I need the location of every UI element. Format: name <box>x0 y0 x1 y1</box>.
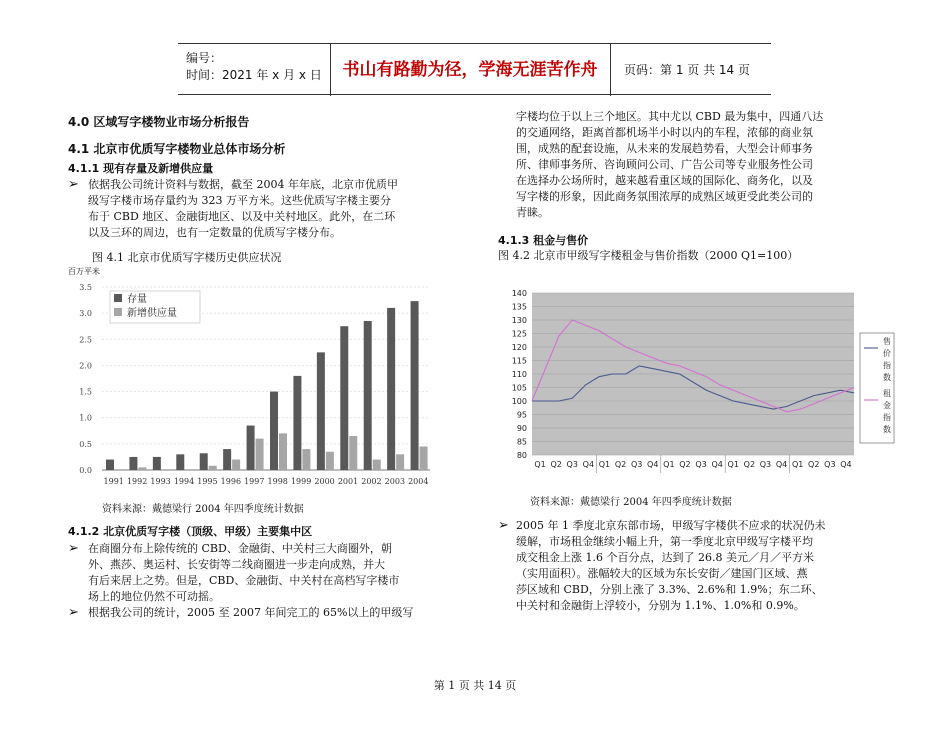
x-tick-label: Q3 <box>566 460 578 469</box>
header-motto: 书山有路勤为径，学海无涯苦作舟 <box>342 60 598 80</box>
bar-new-supply <box>326 452 334 470</box>
text-line: 依据我公司统计资料与数据，截至 2004 年年底，北京市优质甲 <box>88 178 398 191</box>
bar-stock <box>223 449 231 470</box>
legend-swatch <box>114 294 122 302</box>
x-tick-label: Q4 <box>711 460 723 469</box>
x-tick-label: 2003 <box>384 477 406 486</box>
figure-2-caption: 图 4.2 北京市甲级写字楼租金与售价指数（2000 Q1=100） <box>498 249 799 262</box>
legend-label: 新增供应量 <box>127 308 177 319</box>
bar-stock <box>317 352 325 470</box>
x-tick-label: Q4 <box>647 460 659 469</box>
bar-new-supply <box>396 454 404 470</box>
legend-label-char: 指 <box>883 361 891 370</box>
text-line: 2005 年 1 季度北京东部市场，甲级写字楼供不应求的状况仍未 <box>516 519 826 532</box>
bar-stock <box>411 301 419 470</box>
y-tick-label: 1.0 <box>79 413 92 423</box>
x-tick-label: 1998 <box>267 477 288 486</box>
bar-chart <box>60 265 440 495</box>
paragraph-supply <box>88 177 453 241</box>
legend-swatch <box>114 308 122 316</box>
x-tick-label: 1994 <box>173 477 195 486</box>
text-line: 在选择办公场所时，越来越看重区域的国际化、商务化，以及 <box>516 174 813 187</box>
section-4-1-2-heading: 4.1.2 北京优质写字楼（顶级、甲级）主要集中区 <box>68 525 313 538</box>
y-tick-label: 90 <box>516 424 527 433</box>
paragraph-rent-q1 <box>516 518 880 614</box>
bar-new-supply <box>209 466 217 470</box>
text-line: 的交通网络，距离首都机场半小时以内的车程，浓郁的商业氛 <box>516 126 813 139</box>
y-tick-label: 2.5 <box>79 335 92 345</box>
figure-1-source: 资料来源：戴德梁行 2004 年四季度统计数据 <box>102 504 304 515</box>
legend-label-char: 数 <box>883 373 891 382</box>
header-page-info: 页码：第 1 页 共 14 页 <box>624 63 750 77</box>
bar-stock <box>293 376 301 470</box>
figure-1-caption: 图 4.1 北京市优质写字楼历史供应状况 <box>92 251 282 264</box>
x-tick-label: 1996 <box>220 477 242 486</box>
bar-new-supply <box>138 467 146 470</box>
y-tick-label: 3.5 <box>79 283 92 292</box>
y-tick-label: 100 <box>511 397 527 406</box>
x-tick-label: Q4 <box>775 460 788 469</box>
y-tick-label: 1.5 <box>79 387 92 397</box>
y-tick-label: 0.5 <box>79 439 92 449</box>
bar-new-supply <box>349 436 357 470</box>
chart-price-rent-index <box>498 280 898 475</box>
legend-label-char: 价 <box>883 349 891 358</box>
y-tick-label: 125 <box>511 329 527 339</box>
text-line: （实用面积）。涨幅较大的区域为东长安街／建国门区域、燕 <box>516 567 808 580</box>
y-tick-label: 0.0 <box>79 466 92 475</box>
text-line: 写字楼的形象，因此商务氛围浓厚的成熟区域更受此类公司的 <box>516 190 813 203</box>
x-tick-label: 1995 <box>197 477 218 486</box>
x-tick-label: Q3 <box>695 460 707 469</box>
x-tick-label: Q3 <box>824 460 836 469</box>
header-divider <box>610 44 611 96</box>
bar-new-supply <box>279 433 287 470</box>
bar-stock <box>129 457 137 470</box>
text-line: 以及三环的周边，也有一定数量的优质写字楼分布。 <box>88 226 341 239</box>
y-tick-label: 2.0 <box>79 361 92 371</box>
page-footer: 第 1 页 共 14 页 <box>433 679 517 692</box>
text-line: 字楼均位于以上三个地区。其中尤以 CBD 最为集中，四通八达 <box>516 110 824 123</box>
paragraph-districts <box>88 541 453 605</box>
x-tick-label: 2001 <box>337 477 359 486</box>
bullet-arrow-icon: ➢ <box>68 177 79 192</box>
text-line: 级写字楼市场存量约为 323 万平方米。这些优质写字楼主要分 <box>88 194 391 207</box>
text-line: 围，成熟的配套设施，从未来的发展趋势看，大型会计师事务 <box>516 142 813 155</box>
bar-stock <box>270 392 278 470</box>
bar-stock <box>340 326 348 470</box>
bar-new-supply <box>302 449 310 470</box>
report-title: 4.0 区域写字楼物业市场分析报告 <box>68 115 250 129</box>
line-chart <box>498 280 898 475</box>
y-tick-label: 85 <box>516 437 527 447</box>
y-tick-label: 105 <box>511 383 527 393</box>
text-line: 成交租金上涨 1.6 个百分点，达到了 26.8 美元／月／平方米 <box>516 551 814 564</box>
x-tick-label: Q3 <box>759 460 772 469</box>
bar-new-supply <box>373 460 381 470</box>
text-line: 有后来居上之势。但是，CBD、金融街、中关村在高档写字楼市 <box>88 574 400 587</box>
chart-supply-history <box>60 265 440 495</box>
x-tick-label: 1993 <box>150 477 171 486</box>
section-4-1-1-heading: 4.1.1 现有存量及新增供应量 <box>68 162 214 175</box>
x-tick-label: Q2 <box>743 460 756 469</box>
header-meta <box>186 50 322 84</box>
x-tick-label: Q1 <box>663 460 675 469</box>
y-tick-label: 115 <box>511 356 527 366</box>
y-tick-label: 120 <box>511 343 527 352</box>
paragraph-completion: 根据我公司的统计，2005 至 2007 年间完工的 65%以上的甲级写 <box>88 606 414 619</box>
x-tick-label: Q2 <box>679 460 691 469</box>
section-4-1-heading: 4.1 北京市优质写字楼物业总体市场分析 <box>68 142 286 156</box>
y-tick-label: 110 <box>511 370 527 379</box>
legend-label-char: 售 <box>883 337 891 346</box>
x-tick-label: 1991 <box>103 477 124 486</box>
text-line: 缓解，市场租金继续小幅上升，第一季度北京甲级写字楼平均 <box>516 535 813 548</box>
bar-stock <box>247 426 255 470</box>
y-tick-label: 80 <box>516 451 527 460</box>
legend-label: 存量 <box>127 294 147 305</box>
legend-label-char: 数 <box>883 425 891 434</box>
legend-label-char: 金 <box>883 401 891 410</box>
y-tick-label: 130 <box>511 316 527 325</box>
bar-stock <box>153 457 161 470</box>
x-tick-label: 1997 <box>244 477 265 486</box>
text-line: 莎区域和 CBD，分别上涨了 3.3%、2.6%和 1.9%；东二环、 <box>516 583 823 596</box>
x-tick-label: Q3 <box>630 460 643 469</box>
section-4-1-3-heading: 4.1.3 租金与售价 <box>498 234 589 247</box>
x-tick-label: Q2 <box>808 460 820 469</box>
bar-stock <box>387 308 395 470</box>
y-tick-label: 135 <box>511 302 527 312</box>
bar-stock <box>106 460 114 470</box>
x-tick-label: Q2 <box>550 460 562 469</box>
x-tick-label: Q1 <box>534 460 546 469</box>
x-tick-label: Q4 <box>582 460 595 469</box>
y-tick-label: 140 <box>511 289 527 298</box>
text-line: 外、燕莎、奥运村、长安街等二线商圈进一步走向成熟，并大 <box>88 558 385 571</box>
x-tick-label: 1992 <box>126 477 148 486</box>
bar-stock <box>176 454 184 470</box>
time-label: 时间：2021 年 x 月 x 日 <box>186 68 322 82</box>
page-header <box>178 43 771 95</box>
bullet-arrow-icon: ➢ <box>68 605 79 620</box>
bullet-arrow-icon: ➢ <box>68 541 79 556</box>
text-line: 场上的地位仍然不可动摇。 <box>88 590 220 603</box>
x-tick-label: Q1 <box>727 460 739 469</box>
text-line: 在商圈分布上除传统的 CBD、金融街、中关村三大商圈外，朝 <box>88 542 392 555</box>
y-axis-label: 百万平米 <box>68 267 100 276</box>
x-tick-label: Q1 <box>598 460 611 469</box>
y-tick-label: 95 <box>516 410 527 420</box>
paragraph-cbd <box>516 109 880 221</box>
x-tick-label: 2002 <box>361 477 382 486</box>
x-tick-label: Q2 <box>614 460 627 469</box>
x-tick-label: Q1 <box>791 460 804 469</box>
text-line: 中关村和金融街上浮较小，分别为 1.1%、1.0%和 0.9%。 <box>516 599 805 612</box>
x-tick-label: 1999 <box>290 477 312 486</box>
number-label: 编号： <box>186 51 223 65</box>
bullet-arrow-icon: ➢ <box>498 518 509 533</box>
bar-stock <box>364 321 372 470</box>
x-tick-label: Q4 <box>840 460 852 469</box>
text-line: 青睐。 <box>516 206 549 219</box>
bar-new-supply <box>256 439 264 470</box>
x-tick-label: 2000 <box>314 477 335 486</box>
bar-new-supply <box>232 460 240 470</box>
text-line: 所、律师事务所、咨询顾问公司、广告公司等专业服务性公司 <box>516 158 813 171</box>
y-tick-label: 3.0 <box>79 309 92 319</box>
bar-new-supply <box>420 446 428 470</box>
legend-label-char: 租 <box>883 389 891 398</box>
bar-stock <box>200 453 208 470</box>
legend-label-char: 指 <box>883 413 891 422</box>
figure-2-source: 资料来源：戴德梁行 2004 年四季度统计数据 <box>530 497 732 508</box>
text-line: 布于 CBD 地区、金融街地区、以及中关村地区。此外，在二环 <box>88 210 396 223</box>
x-tick-label: 2004 <box>408 477 429 486</box>
